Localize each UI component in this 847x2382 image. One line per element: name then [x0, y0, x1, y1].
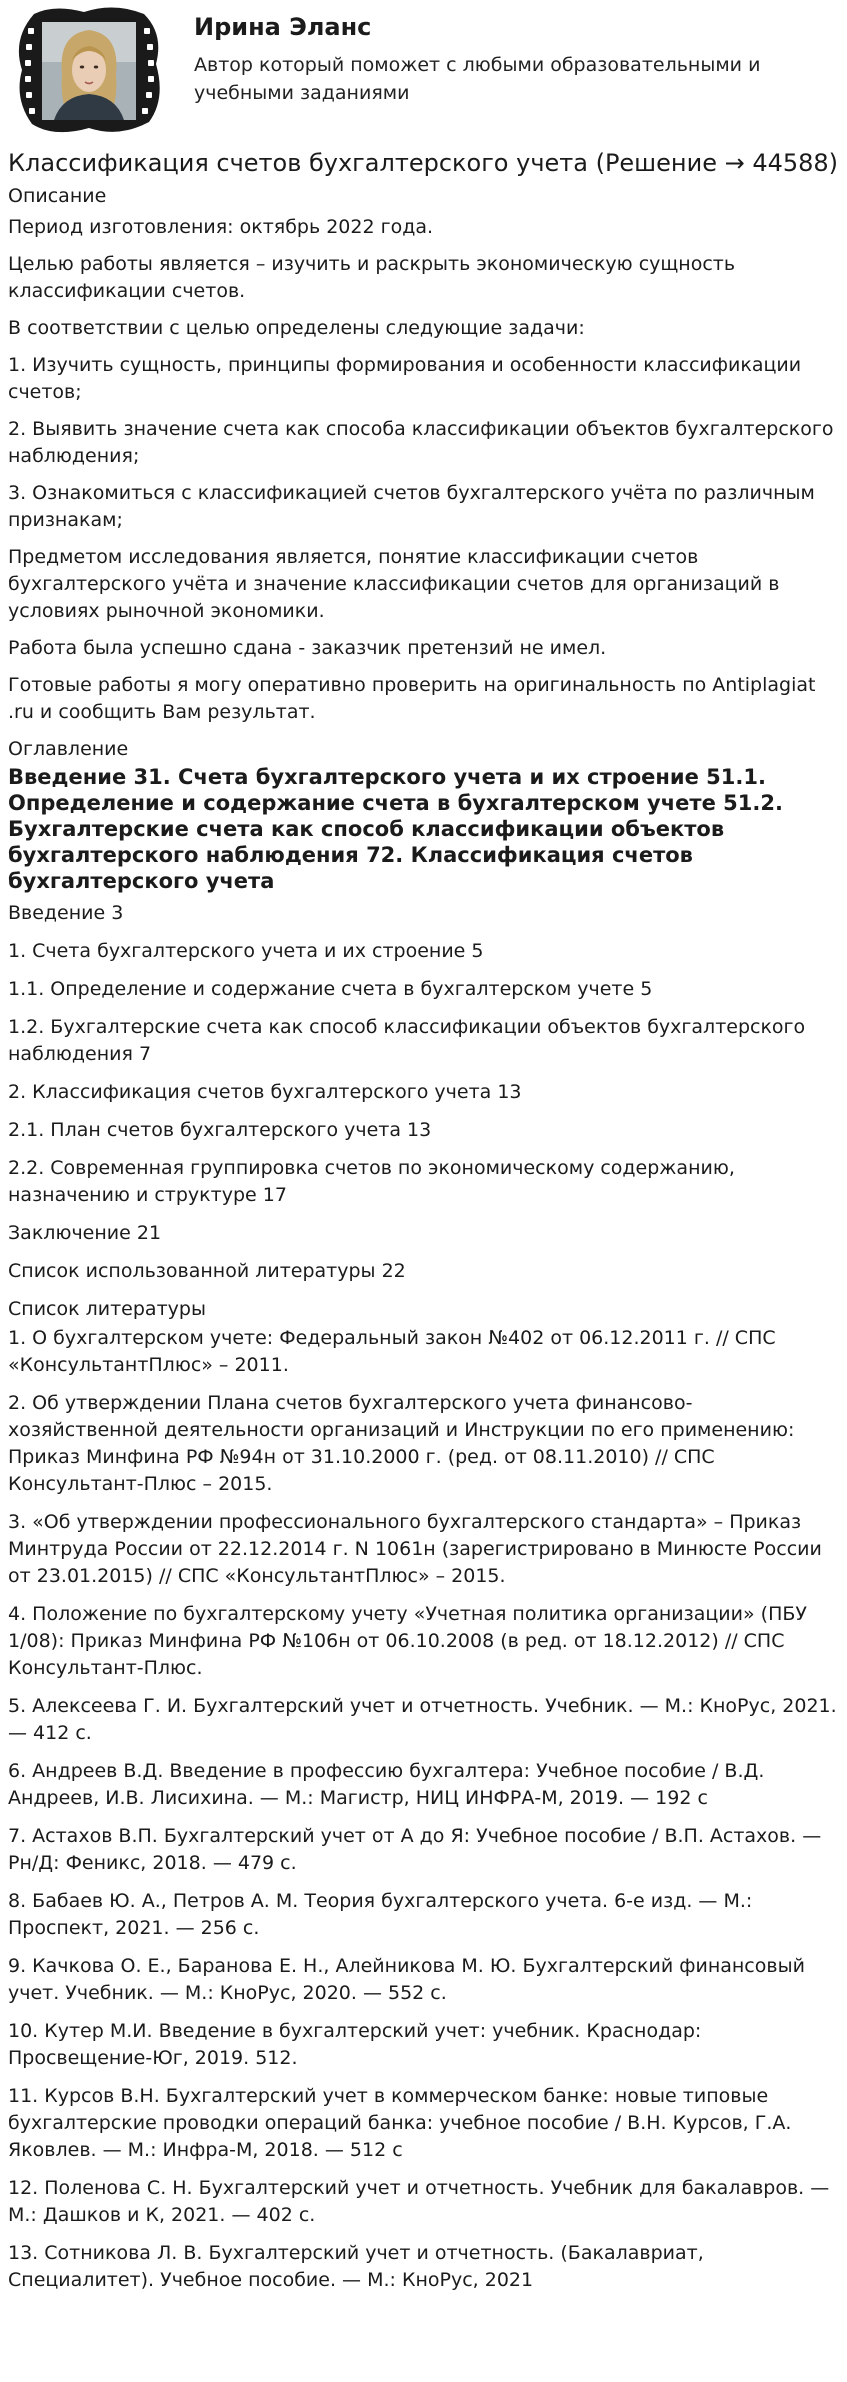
author-header: [8, 0, 839, 142]
literature-item: 4. Положение по бухгалтерскому учету «Учетная политика организации» (ПБУ 1/08): Приказ Минфина РФ №106н от 06.10.2008 (в ред. от 18.12.2012) // СПС Консультант-Плюс.: [8, 1603, 807, 1679]
literature-item: 1. О бухгалтерском учете: Федеральный закон №402 от 06.12.2011 г. // СПС «КонсультантПлюс» – 2011.: [8, 1327, 776, 1376]
literature-item: 5. Алексеева Г. И. Бухгалтерский учет и отчетность. Учебник. — М.: КноРус, 2021. — 412 с.: [8, 1695, 837, 1744]
literature-list: [8, 1325, 839, 2294]
description-paragraph: 2. Выявить значение счета как способа классификации объектов бухгалтерского наблюдения;: [8, 418, 834, 467]
toc-item: 1.1. Определение и содержание счета в бухгалтерском учете 5: [8, 978, 653, 1000]
author-avatar[interactable]: [14, 4, 164, 136]
literature-item: 2. Об утверждении Плана счетов бухгалтерского учета финансово-хозяйственной деятельности организаций и Инструкции по его применению: Приказ Минфина РФ №94н от 31.10.2000 г. (ред. от 08.11.2010) // СПС Консультант-Плюс – 2015.: [8, 1392, 795, 1495]
toc-item: 2.1. План счетов бухгалтерского учета 13: [8, 1119, 432, 1141]
toc-item: 2.2. Современная группировка счетов по экономическому содержанию, назначению и структуре 17: [8, 1157, 735, 1206]
description-paragraph: Работа была успешно сдана - заказчик претензий не имел.: [8, 637, 607, 659]
description-label: Описание: [8, 185, 107, 207]
author-description: Автор который поможет с любыми образовательными и учебными заданиями: [194, 54, 761, 104]
toc-label: Оглавление: [8, 738, 129, 760]
description-paragraph: В соответствии с целью определены следующие задачи:: [8, 317, 585, 339]
literature-item: 11. Курсов В.Н. Бухгалтерский учет в коммерческом банке: новые типовые бухгалтерские проводки операций банка: учебное пособие / В.Н. Курсов, Г.А. Яковлев. — М.: Инфра-М, 2018. — 512 с: [8, 2085, 792, 2161]
literature-item: 13. Сотникова Л. В. Бухгалтерский учет и отчетность. (Бакалавриат, Специалитет). Учебное пособие. — М.: КноРус, 2021: [8, 2242, 704, 2291]
description-paragraph: Целью работы является – изучить и раскрыть экономическую сущность классификации счетов.: [8, 253, 736, 302]
toc-heading: Введение 31. Счета бухгалтерского учета и их строение 51.1. Определение и содержание счета в бухгалтерском учете 51.2. Бухгалтерские счета как способ классификации объектов бухгалтерского наблюдения 72. Классификация счетов бухгалтерского учета: [8, 765, 783, 893]
description-paragraph: Готовые работы я могу оперативно проверить на оригинальность по Antiplagiat .ru и сообщить Вам результат.: [8, 674, 816, 723]
toc-item: 2. Классификация счетов бухгалтерского учета 13: [8, 1081, 522, 1103]
literature-item: 10. Кутер М.И. Введение в бухгалтерский учет: учебник. Краснодар: Просвещение-Юг, 2019. 512.: [8, 2020, 702, 2069]
toc-item: Список использованной литературы 22: [8, 1260, 406, 1282]
literature-item: 9. Качкова О. Е., Баранова Е. Н., Алейникова М. Ю. Бухгалтерский финансовый учет. Учебник. — М.: КноРус, 2020. — 552 с.: [8, 1955, 805, 2004]
description-paragraph: 1. Изучить сущность, принципы формирования и особенности классификации счетов;: [8, 354, 802, 403]
literature-item: 6. Андреев В.Д. Введение в профессию бухгалтера: Учебное пособие / В.Д. Андреев, И.В. Лисихина. — М.: Магистр, НИЦ ИНФРА-М, 2019. — 192 с: [8, 1760, 765, 1809]
description-paragraph: Период изготовления: октябрь 2022 года.: [8, 216, 434, 238]
literature-item: 12. Поленова С. Н. Бухгалтерский учет и отчетность. Учебник для бакалавров. — М.: Дашков и К, 2021. — 402 с.: [8, 2177, 830, 2226]
description-section: [8, 214, 839, 726]
toc-item: Введение 3: [8, 902, 124, 924]
literature-item: 8. Бабаев Ю. А., Петров А. М. Теория бухгалтерского учета. 6-е изд. — М.: Проспект, 2021. — 256 с.: [8, 1890, 753, 1939]
literature-item: 3. «Об утверждении профессионального бухгалтерского стандарта» – Приказ Минтруда России от 22.12.2014 г. N 1061н (зарегистрировано в Минюсте России от 23.01.2015) // СПС «КонсультантПлюс» – 2015.: [8, 1511, 822, 1587]
literature-item: 7. Астахов В.П. Бухгалтерский учет от А до Я: Учебное пособие / В.П. Астахов. — Рн/Д: Феникс, 2018. — 479 с.: [8, 1825, 822, 1874]
description-paragraph: 3. Ознакомиться с классификацией счетов бухгалтерского учёта по различным признакам;: [8, 482, 815, 531]
toc-item: 1. Счета бухгалтерского учета и их строение 5: [8, 940, 484, 962]
page-title: Классификация счетов бухгалтерского учета (Решение → 44588): [8, 149, 839, 177]
toc-item: Заключение 21: [8, 1222, 162, 1244]
description-paragraph: Предметом исследования является, понятие классификации счетов бухгалтерского учёта и значение классификации счетов для организаций в условиях рыночной экономики.: [8, 546, 780, 622]
author-name[interactable]: Ирина Эланс: [194, 13, 372, 41]
toc-item: 1.2. Бухгалтерские счета как способ классификации объектов бухгалтерского наблюдения 7: [8, 1016, 806, 1065]
toc-list: [8, 900, 839, 1285]
literature-label: Список литературы: [8, 1298, 206, 1320]
